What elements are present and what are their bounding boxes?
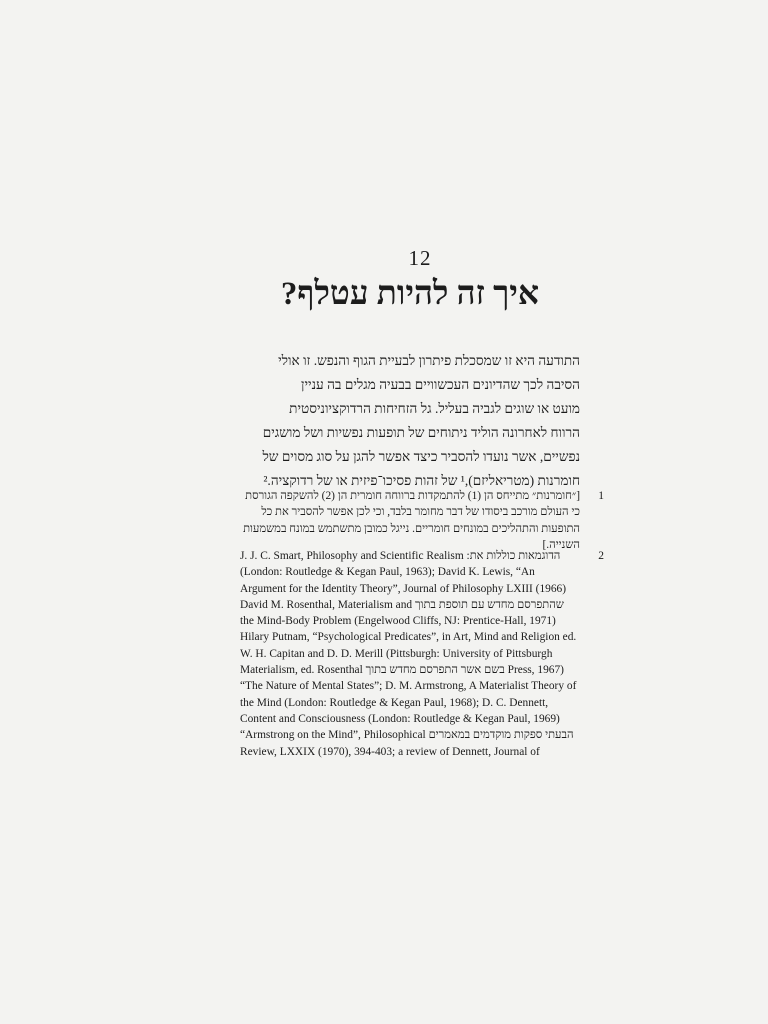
- footnote-line: כי העולם מורכב ביסודו של דבר מחומר בלבד, וכי לכן אפשר להסביר את כל: [261, 506, 580, 519]
- footnote-line: “Armstrong on the Mind”, Philosophical הבעתי ספקות מוקדמים במאמרים: [240, 729, 574, 742]
- body-line: חומרנות (מטריאליזם),¹ של זהות פסיכו־פיזית או של רדוקציה.²: [263, 473, 580, 488]
- chapter-title: איך זה להיות עטלף?: [280, 276, 540, 312]
- footnote-2: [240, 548, 604, 760]
- footnote-line: השנייה.]: [542, 538, 580, 551]
- body-paragraph: [240, 349, 580, 493]
- footnote-line: Review, LXXIX (1970), 394-403; a review of Dennett, Journal of: [240, 745, 540, 758]
- footnote-line: Hilary Putnam, “Psychological Predicates”, in Art, Mind and Religion ed.: [240, 631, 577, 644]
- footnote-line: David M. Rosenthal, Materialism and שהתפרסם מחדש עם תוספת בתוך: [240, 598, 564, 611]
- footnote-line: W. H. Capitan and D. D. Merill (Pittsburgh: University of Pittsburgh: [240, 647, 553, 660]
- footnote-number: 2: [598, 550, 604, 562]
- footnote-line: J. J. C. Smart, Philosophy and Scientific Realism :הדוגמאות כוללות את: [240, 550, 561, 562]
- footnote-line: (London: Routledge & Kegan Paul, 1963); David K. Lewis, “An: [240, 566, 535, 579]
- body-line: הרווח לאחרונה הוליד ניתוחים של תופעות נפשיות ושל מושגים: [262, 425, 580, 440]
- body-line: מועט או שוגים לגביה בעליל. גל הזחיחות הרדוקציוניסטית: [289, 401, 580, 416]
- footnote-line: Argument for the Identity Theory”, Journal of Philosophy LXIII (1966): [240, 582, 567, 595]
- chapter-number: 12: [408, 246, 432, 270]
- body-line: התודעה היא זו שמסכלת פיתרון לבעיית הגוף והנפש. זו אולי: [278, 353, 580, 368]
- body-line: נפשיים, אשר נועדו להסביר כיצד אפשר להגן על סוג מסוים של: [262, 449, 580, 464]
- footnote-line: the Mind-Body Problem (Engelwood Cliffs, NJ: Prentice-Hall, 1971): [240, 615, 556, 628]
- footnote-number: 1: [598, 490, 604, 502]
- footnote-line: התופעות והתהליכים במונחים חומריים. נייגל כמובן מתשתמש במונח במשמעות: [243, 522, 580, 535]
- footnote-line: “The Nature of Mental States”; D. M. Armstrong, A Materialist Theory of: [240, 680, 577, 693]
- body-line: הסיבה לכך שהדיונים העכשוויים בבעיה מגלים בה עניין: [300, 377, 580, 392]
- footnote-line: the Mind (London: Routledge & Kegan Paul, 1968); D. C. Dennett,: [240, 696, 549, 709]
- footnote-line: Materialism, ed. Rosenthal בשם אשר התפרסם מחדש בתוך Press, 1967): [240, 664, 564, 677]
- footnote-1: [240, 488, 604, 553]
- footnote-line: Content and Consciousness (London: Routledge & Kegan Paul, 1969): [240, 712, 560, 725]
- footnote-line: [״חומרנות״ מתייחס הן (1) להתמקדות ברווחה חומרית הן (2) להשקפה הגורסת: [245, 490, 580, 502]
